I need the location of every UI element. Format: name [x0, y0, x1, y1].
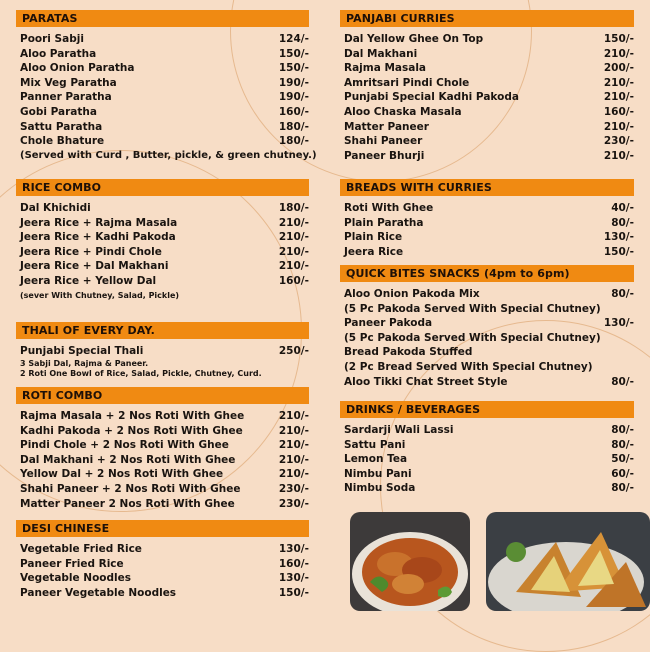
- menu-item: [20, 467, 309, 482]
- section-header: THALI OF EVERY DAY.: [16, 322, 309, 339]
- item-price: 210/-: [278, 216, 309, 229]
- item-price: 150/-: [278, 47, 309, 60]
- item-name: Aloo Paratha: [20, 47, 97, 60]
- item-name: (5 Pc Pakoda Served With Special Chutney): [344, 331, 601, 344]
- menu-item: [344, 331, 634, 346]
- item-name: Poori Sabji: [20, 33, 84, 45]
- menu-item: [20, 230, 309, 245]
- item-price: 124/-: [278, 33, 309, 45]
- item-price: 230/-: [278, 482, 309, 495]
- item-price: 230/-: [278, 497, 309, 510]
- menu-item: [344, 120, 634, 135]
- menu-item: [20, 76, 309, 91]
- menu-item: [20, 90, 309, 105]
- item-name: Jeera Rice + Pindi Chole: [20, 245, 162, 258]
- item-name: Rajma Masala + 2 Nos Roti With Ghee: [20, 410, 245, 422]
- item-price: 80/-: [611, 375, 634, 388]
- item-name: Matter Paneer: [344, 120, 429, 133]
- item-name: Sardarji Wali Lassi: [344, 424, 454, 436]
- item-price: 130/-: [603, 231, 634, 244]
- section-note: 3 Sabji Dal, Rajma & Paneer.: [20, 358, 149, 368]
- item-name: Jeera Rice + Yellow Dal: [20, 274, 157, 287]
- item-price: 210/-: [278, 424, 309, 437]
- menu-item: [344, 360, 634, 375]
- item-name: Dal Makhani + 2 Nos Roti With Ghee: [20, 453, 236, 466]
- item-name: Matter Paneer 2 Nos Roti With Ghee: [20, 497, 235, 510]
- menu-item: [20, 32, 309, 47]
- section-header: PANJABI CURRIES: [340, 10, 634, 27]
- item-price: 210/-: [278, 468, 309, 481]
- item-price: 50/-: [611, 453, 634, 466]
- section-quick-bites: [340, 265, 634, 389]
- section-drinks: [340, 401, 634, 496]
- section-header: RICE COMBO: [16, 179, 309, 196]
- item-price: 80/-: [611, 216, 634, 229]
- item-price: 160/-: [278, 557, 309, 570]
- menu-item: [20, 424, 309, 439]
- item-name: Vegetable Noodles: [20, 572, 132, 585]
- section-rice-combo: [16, 179, 309, 301]
- item-price: 150/-: [278, 62, 309, 75]
- item-price: 180/-: [278, 120, 309, 133]
- section-header: ROTI COMBO: [16, 387, 309, 404]
- item-price: 80/-: [611, 288, 634, 300]
- menu-item: [20, 438, 309, 453]
- item-price: 150/-: [603, 245, 634, 258]
- item-price: 190/-: [278, 76, 309, 89]
- item-name: Aloo Onion Pakoda Mix: [344, 288, 480, 300]
- menu-item: [20, 482, 309, 497]
- item-name: Plain Rice: [344, 231, 403, 244]
- menu-item: [344, 47, 634, 62]
- item-name: Sattu Paratha: [20, 120, 103, 133]
- item-price: 80/-: [611, 482, 634, 495]
- item-price: 210/-: [278, 260, 309, 273]
- item-name: Dal Khichidi: [20, 202, 91, 214]
- item-price: 130/-: [278, 572, 309, 585]
- menu-item: [344, 375, 634, 390]
- item-price: 230/-: [603, 135, 634, 148]
- item-name: Rajma Masala: [344, 62, 427, 75]
- item-name: Jeera Rice: [344, 245, 404, 258]
- item-price: 200/-: [603, 62, 634, 75]
- menu-item: [344, 134, 634, 149]
- item-name: Dal Makhani: [344, 47, 418, 60]
- menu-item: [344, 32, 634, 47]
- item-name: Kadhi Pakoda + 2 Nos Roti With Ghee: [20, 424, 243, 437]
- item-name: Shahi Paneer + 2 Nos Roti With Ghee: [20, 482, 241, 495]
- menu-item: [20, 409, 309, 424]
- menu-item: [20, 134, 309, 149]
- item-name: Pindi Chole + 2 Nos Roti With Ghee: [20, 439, 229, 452]
- item-name: Jeera Rice + Kadhi Pakoda: [20, 231, 176, 244]
- section-note: 2 Roti One Bowl of Rice, Salad, Pickle, Chutney, Curd.: [20, 369, 262, 379]
- item-name: Paneer Fried Rice: [20, 557, 124, 570]
- item-price: 130/-: [278, 543, 309, 555]
- menu-item: [344, 423, 634, 438]
- section-header: DESI CHINESE: [16, 520, 309, 537]
- item-price: 190/-: [278, 91, 309, 104]
- item-name: Sattu Pani: [344, 438, 406, 451]
- menu-item: [20, 259, 309, 274]
- section-header: QUICK BITES SNACKS (4pm to 6pm): [340, 265, 634, 282]
- item-name: Aloo Onion Paratha: [20, 62, 135, 75]
- section-paratas: [16, 10, 317, 163]
- item-name: Paneer Bhurji: [344, 149, 425, 162]
- item-name: Amritsari Pindi Chole: [344, 76, 470, 89]
- menu-item: [20, 274, 309, 289]
- menu-item: [344, 452, 634, 467]
- item-name: Panner Paratha: [20, 91, 112, 104]
- item-price: 160/-: [603, 105, 634, 118]
- menu-item: [344, 302, 634, 317]
- item-name: Aloo Chaska Masala: [344, 105, 462, 118]
- item-name: Plain Paratha: [344, 216, 424, 229]
- item-name: Chole Bhature: [20, 135, 105, 148]
- item-price: 210/-: [278, 231, 309, 244]
- item-name: Punjabi Special Thali: [20, 345, 144, 357]
- item-name: Mix Veg Paratha: [20, 76, 117, 89]
- section-note: (Served with Curd , Butter, pickle, & green chutney.): [20, 149, 317, 161]
- food-photo-pakoda: [350, 512, 470, 611]
- menu-item: [20, 201, 309, 216]
- menu-item: [344, 287, 634, 302]
- item-price: 210/-: [278, 410, 309, 422]
- item-price: 130/-: [603, 317, 634, 330]
- section-breads-with-curries: [340, 179, 634, 259]
- menu-item: [20, 245, 309, 260]
- item-name: (5 Pc Pakoda Served With Special Chutney): [344, 302, 601, 315]
- item-name: (2 Pc Bread Served With Special Chutney): [344, 360, 593, 373]
- item-price: 60/-: [611, 467, 634, 480]
- section-desi-chinese: [16, 520, 309, 600]
- menu-item: [344, 76, 634, 91]
- menu-item: [344, 467, 634, 482]
- menu-item: [20, 61, 309, 76]
- menu-item: [344, 345, 634, 360]
- item-name: Vegetable Fried Rice: [20, 543, 142, 555]
- menu-item: [344, 201, 634, 216]
- section-header: BREADS WITH CURRIES: [340, 179, 634, 196]
- menu-item: [344, 438, 634, 453]
- item-name: Nimbu Soda: [344, 482, 416, 495]
- menu-item: [344, 245, 634, 260]
- item-price: 160/-: [278, 105, 309, 118]
- section-header: PARATAS: [16, 10, 309, 27]
- menu-item: [20, 497, 309, 512]
- menu-item: [344, 481, 634, 496]
- item-name: Dal Yellow Ghee On Top: [344, 33, 484, 45]
- item-name: Bread Pakoda Stuffed: [344, 346, 473, 359]
- item-price: 180/-: [278, 202, 309, 214]
- menu-item: [20, 542, 309, 557]
- section-thali: [16, 322, 309, 380]
- menu-item: [20, 216, 309, 231]
- menu-item: [20, 105, 309, 120]
- menu-item: [344, 61, 634, 76]
- item-name: Yellow Dal + 2 Nos Roti With Ghee: [20, 468, 224, 481]
- section-panjabi-curries: [340, 10, 634, 163]
- item-price: 40/-: [611, 202, 634, 214]
- item-price: 210/-: [278, 453, 309, 466]
- menu-item: [20, 557, 309, 572]
- item-name: Shahi Paneer: [344, 135, 423, 148]
- menu-item: [344, 316, 634, 331]
- menu-item: [20, 586, 309, 601]
- item-price: 80/-: [611, 438, 634, 451]
- menu-item: [20, 47, 309, 62]
- item-price: 210/-: [603, 120, 634, 133]
- item-price: 180/-: [278, 135, 309, 148]
- menu-item: [344, 149, 634, 164]
- item-name: Roti With Ghee: [344, 202, 434, 214]
- item-price: 210/-: [603, 149, 634, 162]
- menu-item: [20, 344, 309, 359]
- item-price: 210/-: [278, 245, 309, 258]
- item-price: 210/-: [603, 76, 634, 89]
- menu-item: [344, 230, 634, 245]
- item-name: Punjabi Special Kadhi Pakoda: [344, 91, 519, 104]
- section-note: (sever With Chutney, Salad, Pickle): [20, 290, 180, 300]
- item-price: 160/-: [278, 274, 309, 287]
- menu-item: [344, 216, 634, 231]
- menu-item: [20, 120, 309, 135]
- menu-item: [20, 453, 309, 468]
- item-name: Paneer Pakoda: [344, 317, 433, 330]
- item-name: Paneer Vegetable Noodles: [20, 586, 177, 599]
- section-roti-combo: [16, 387, 309, 511]
- item-price: 210/-: [278, 439, 309, 452]
- item-price: 80/-: [611, 424, 634, 436]
- item-name: Aloo Tikki Chat Street Style: [344, 375, 508, 388]
- item-name: Lemon Tea: [344, 453, 408, 466]
- menu-item: [344, 105, 634, 120]
- section-header: DRINKS / BEVERAGES: [340, 401, 634, 418]
- item-name: Nimbu Pani: [344, 467, 412, 480]
- item-price: 250/-: [278, 345, 309, 357]
- item-price: 150/-: [603, 33, 634, 45]
- menu-item: [344, 90, 634, 105]
- item-name: Jeera Rice + Dal Makhani: [20, 260, 169, 273]
- item-name: Jeera Rice + Rajma Masala: [20, 216, 178, 229]
- item-price: 210/-: [603, 91, 634, 104]
- item-price: 150/-: [278, 586, 309, 599]
- food-photo-bread-pakoda: [486, 512, 650, 611]
- item-name: Gobi Paratha: [20, 105, 97, 118]
- item-price: 210/-: [603, 47, 634, 60]
- menu-item: [20, 571, 309, 586]
